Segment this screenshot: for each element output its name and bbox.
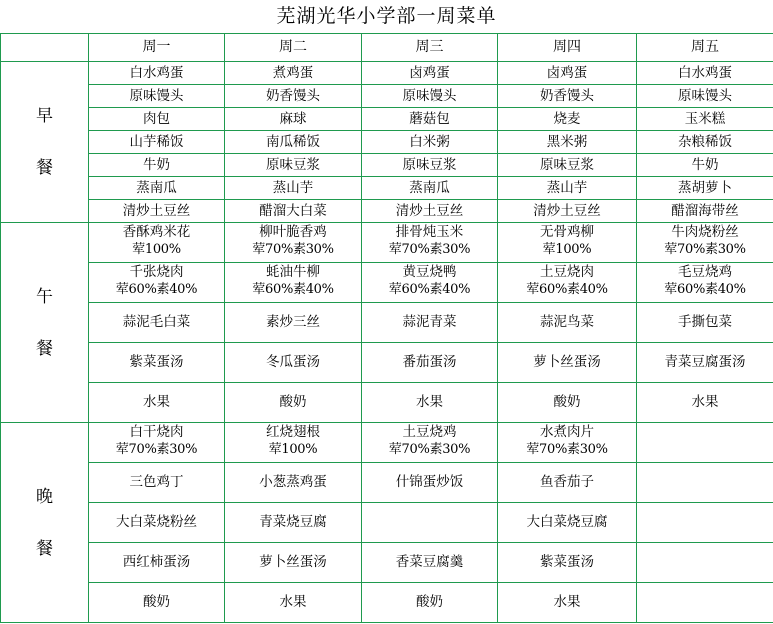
- menu-row: [1, 177, 773, 200]
- dish-cell: [498, 85, 637, 108]
- menu-row: [1, 200, 773, 223]
- dish-cell: [225, 62, 362, 85]
- dish-name: 柳叶脆香鸡: [259, 224, 327, 240]
- dish-cell: [225, 423, 362, 463]
- dish-name: 红烧翅根: [266, 424, 320, 440]
- meat-veg-ratio: 荤100%: [132, 242, 181, 257]
- dish-name: 水果: [691, 394, 719, 410]
- dish-name: 奶香馒头: [540, 87, 594, 104]
- meat-veg-ratio: 荤100%: [542, 242, 592, 257]
- dish-cell: [362, 131, 498, 154]
- dish-cell: [225, 85, 362, 108]
- dish-name: 原味馒头: [678, 87, 732, 104]
- meal-label: [1, 423, 89, 623]
- dish-name: 酸奶: [279, 394, 307, 410]
- menu-row: [1, 303, 773, 343]
- dish-name: 蒜泥鸟菜: [540, 314, 594, 330]
- dish-name: 千张烧肉: [129, 264, 184, 280]
- dish-cell: [637, 200, 773, 223]
- meat-veg-ratio: 荤60%素40%: [115, 282, 198, 297]
- dish-name: 奶香馒头: [266, 87, 320, 104]
- dish-name: 排骨炖玉米: [395, 224, 464, 240]
- dish-name: 玉米糕: [684, 110, 726, 127]
- dish-name: 水果: [279, 594, 307, 610]
- meal-label-bottom: 餐: [36, 538, 53, 559]
- menu-row: [1, 131, 773, 154]
- meat-veg-ratio: 荤60%素40%: [526, 282, 608, 297]
- dish-name: 山芋稀饭: [129, 133, 184, 150]
- dish-name: 土豆烧肉: [540, 264, 594, 280]
- dish-cell: [498, 223, 637, 263]
- meat-veg-ratio: 荤100%: [268, 442, 318, 457]
- dish-cell: [498, 343, 637, 383]
- dish-name: 蒜泥青菜: [402, 314, 457, 330]
- dish-name: 土豆烧鸡: [402, 424, 457, 440]
- dish-cell: [637, 423, 773, 463]
- dish-name: 肉包: [143, 110, 170, 127]
- dish-cell: [362, 200, 498, 223]
- dish-cell: [362, 303, 498, 343]
- dish-name: 黄豆烧鸭: [402, 264, 457, 280]
- dish-cell: [498, 423, 637, 463]
- dish-name: 白水鸡蛋: [678, 64, 732, 81]
- menu-row: [1, 108, 773, 131]
- meat-veg-ratio: 荤70%素30%: [252, 242, 334, 257]
- day-header: 周一: [89, 34, 225, 62]
- meal-label-gap: [1, 129, 88, 155]
- meat-veg-ratio: 荤70%素30%: [664, 242, 746, 257]
- dish-cell: [362, 383, 498, 423]
- dish-name: 青菜豆腐蛋汤: [664, 354, 746, 370]
- dish-cell: [225, 463, 362, 503]
- meal-label-gap: [1, 310, 88, 336]
- dish-name: 烧麦: [553, 110, 581, 127]
- dish-cell: [637, 62, 773, 85]
- dish-name: 大白菜烧豆腐: [526, 514, 608, 530]
- dish-name: 清炒土豆丝: [122, 202, 191, 219]
- dish-cell: [637, 263, 773, 303]
- dish-cell: [89, 263, 225, 303]
- dish-cell: [637, 543, 773, 583]
- dish-cell: [637, 463, 773, 503]
- dish-cell: [89, 423, 225, 463]
- meal-label-top: 晚: [36, 486, 53, 507]
- dish-name: 鱼香茄子: [540, 474, 594, 490]
- dish-cell: [89, 200, 225, 223]
- meal-label: [1, 223, 89, 423]
- dish-name: 无骨鸡柳: [540, 224, 594, 240]
- dish-cell: [89, 223, 225, 263]
- dish-name: 紫菜蛋汤: [129, 354, 184, 370]
- day-header: 周五: [637, 34, 773, 62]
- dish-name: 蒸山芋: [546, 179, 588, 196]
- meal-label-bottom: 餐: [36, 158, 53, 178]
- dish-cell: [225, 154, 362, 177]
- dish-cell: [89, 543, 225, 583]
- meat-veg-ratio: 荤70%素30%: [388, 442, 471, 457]
- dish-cell: [89, 343, 225, 383]
- dish-cell: [362, 154, 498, 177]
- meal-label-top: 早: [36, 106, 53, 126]
- dish-cell: [225, 200, 362, 223]
- meat-veg-ratio: 荤70%素30%: [388, 242, 471, 257]
- dish-cell: [362, 503, 498, 543]
- dish-name: 青菜烧豆腐: [259, 514, 327, 530]
- day-header: 周四: [498, 34, 637, 62]
- menu-row: [1, 423, 773, 463]
- dish-name: 牛肉烧粉丝: [671, 224, 739, 240]
- dish-name: 蒸南瓜: [136, 179, 177, 196]
- dish-name: 酸奶: [143, 594, 170, 610]
- dish-cell: [498, 131, 637, 154]
- dish-cell: [89, 131, 225, 154]
- dish-name: 萝卜丝蛋汤: [533, 354, 601, 370]
- dish-name: 原味豆浆: [540, 156, 594, 173]
- dish-name: 原味豆浆: [402, 156, 457, 173]
- dish-name: 小葱蒸鸡蛋: [259, 474, 327, 490]
- dish-name: 原味馒头: [402, 87, 457, 104]
- dish-cell: [89, 503, 225, 543]
- dish-name: 麻球: [279, 110, 307, 127]
- dish-name: 卤鸡蛋: [546, 64, 588, 81]
- meal-label-top: 午: [36, 286, 53, 307]
- dish-cell: [637, 583, 773, 623]
- dish-cell: [362, 543, 498, 583]
- dish-name: 水果: [143, 394, 170, 410]
- dish-cell: [89, 85, 225, 108]
- dish-cell: [362, 423, 498, 463]
- dish-cell: [637, 343, 773, 383]
- dish-cell: [637, 223, 773, 263]
- meat-veg-ratio: 荤60%素40%: [388, 282, 471, 297]
- dish-cell: [637, 108, 773, 131]
- dish-name: 酸奶: [416, 594, 443, 610]
- dish-name: 水煮肉片: [540, 424, 594, 440]
- dish-cell: [225, 303, 362, 343]
- dish-cell: [498, 503, 637, 543]
- dish-cell: [362, 223, 498, 263]
- dish-cell: [362, 177, 498, 200]
- dish-name: 大白菜烧粉丝: [116, 514, 197, 530]
- menu-row: [1, 343, 773, 383]
- meat-veg-ratio: 荤60%素40%: [664, 282, 746, 297]
- dish-cell: [362, 108, 498, 131]
- dish-cell: [498, 200, 637, 223]
- dish-name: 原味豆浆: [266, 156, 320, 173]
- dish-name: 西红柿蛋汤: [122, 554, 191, 570]
- dish-name: 手撕包菜: [678, 314, 732, 330]
- dish-cell: [225, 108, 362, 131]
- dish-cell: [362, 263, 498, 303]
- dish-cell: [362, 62, 498, 85]
- dish-cell: [89, 303, 225, 343]
- dish-name: 白干烧肉: [129, 424, 184, 440]
- dish-name: 冬瓜蛋汤: [266, 354, 320, 370]
- menu-row: [1, 85, 773, 108]
- dish-cell: [89, 463, 225, 503]
- dish-cell: [89, 383, 225, 423]
- dish-cell: [637, 503, 773, 543]
- dish-cell: [637, 85, 773, 108]
- dish-name: 素炒三丝: [266, 314, 320, 330]
- dish-name: 香酥鸡米花: [122, 224, 191, 240]
- dish-name: 什锦蛋炒饭: [395, 474, 464, 490]
- dish-name: 蒸南瓜: [409, 179, 450, 196]
- menu-row: [1, 62, 773, 85]
- dish-cell: [89, 108, 225, 131]
- day-header: 周二: [225, 34, 362, 62]
- dish-name: 杂粮稀饭: [678, 133, 732, 150]
- dish-name: 煮鸡蛋: [272, 64, 314, 81]
- dish-name: 蒜泥毛白菜: [122, 314, 191, 330]
- dish-name: 蚝油牛柳: [266, 264, 320, 280]
- dish-name: 牛奶: [691, 156, 719, 173]
- menu-row: [1, 154, 773, 177]
- dish-cell: [225, 343, 362, 383]
- dish-name: 蒸山芋: [272, 179, 314, 196]
- dish-cell: [498, 303, 637, 343]
- meal-label-bottom: 餐: [36, 338, 53, 359]
- dish-name: 醋溜海带丝: [671, 202, 739, 219]
- dish-name: 清炒土豆丝: [533, 202, 601, 219]
- dish-cell: [362, 463, 498, 503]
- dish-name: 卤鸡蛋: [409, 64, 450, 81]
- menu-row: [1, 223, 773, 263]
- dish-cell: [225, 383, 362, 423]
- dish-cell: [362, 583, 498, 623]
- dish-name: 黑米粥: [546, 133, 588, 150]
- dish-name: 白米粥: [409, 133, 450, 150]
- dish-name: 萝卜丝蛋汤: [259, 554, 327, 570]
- dish-cell: [225, 223, 362, 263]
- dish-name: 水果: [416, 394, 443, 410]
- meat-veg-ratio: 荤60%素40%: [252, 282, 334, 297]
- page-title: 芜湖光华小学部一周菜单: [276, 5, 497, 27]
- dish-cell: [498, 108, 637, 131]
- dish-name: 牛奶: [143, 156, 170, 173]
- dish-name: 毛豆烧鸡: [678, 264, 732, 280]
- dish-cell: [89, 177, 225, 200]
- dish-name: 水果: [553, 594, 581, 610]
- dish-cell: [637, 154, 773, 177]
- menu-row: [1, 463, 773, 503]
- dish-cell: [225, 131, 362, 154]
- dish-name: 酸奶: [553, 394, 581, 410]
- meat-veg-ratio: 荤70%素30%: [115, 442, 198, 457]
- dish-name: 紫菜蛋汤: [540, 554, 594, 570]
- dish-cell: [362, 85, 498, 108]
- dish-cell: [637, 303, 773, 343]
- dish-cell: [498, 177, 637, 200]
- dish-cell: [225, 543, 362, 583]
- dish-cell: [498, 62, 637, 85]
- dish-cell: [498, 263, 637, 303]
- dish-cell: [225, 177, 362, 200]
- dish-cell: [637, 383, 773, 423]
- dish-cell: [225, 503, 362, 543]
- day-header: 周三: [362, 34, 498, 62]
- menu-table: [0, 33, 773, 623]
- dish-cell: [498, 583, 637, 623]
- dish-cell: [637, 131, 773, 154]
- dish-name: 蒸胡萝卜: [678, 179, 732, 196]
- meal-label-gap: [1, 510, 88, 536]
- dish-cell: [89, 62, 225, 85]
- dish-cell: [498, 543, 637, 583]
- dish-name: 三色鸡丁: [129, 474, 184, 490]
- meal-label: [1, 62, 89, 223]
- dish-name: 白水鸡蛋: [129, 64, 184, 81]
- dish-name: 原味馒头: [129, 87, 184, 104]
- menu-row: [1, 543, 773, 583]
- dish-cell: [89, 154, 225, 177]
- menu-row: [1, 263, 773, 303]
- dish-cell: [637, 177, 773, 200]
- dish-name: 南瓜稀饭: [266, 133, 320, 150]
- dish-cell: [225, 263, 362, 303]
- dish-cell: [89, 583, 225, 623]
- dish-cell: [498, 154, 637, 177]
- dish-name: 清炒土豆丝: [395, 202, 464, 219]
- dish-name: 香菜豆腐羹: [395, 554, 464, 570]
- dish-cell: [225, 583, 362, 623]
- dish-cell: [498, 383, 637, 423]
- menu-row: [1, 583, 773, 623]
- dish-name: 蘑菇包: [409, 110, 450, 127]
- menu-row: [1, 503, 773, 543]
- meat-veg-ratio: 荤70%素30%: [526, 442, 608, 457]
- menu-row: [1, 383, 773, 423]
- dish-cell: [498, 463, 637, 503]
- dish-name: 番茄蛋汤: [402, 354, 457, 370]
- dish-cell: [362, 343, 498, 383]
- header-corner: [1, 34, 89, 62]
- dish-name: 醋溜大白菜: [259, 202, 327, 219]
